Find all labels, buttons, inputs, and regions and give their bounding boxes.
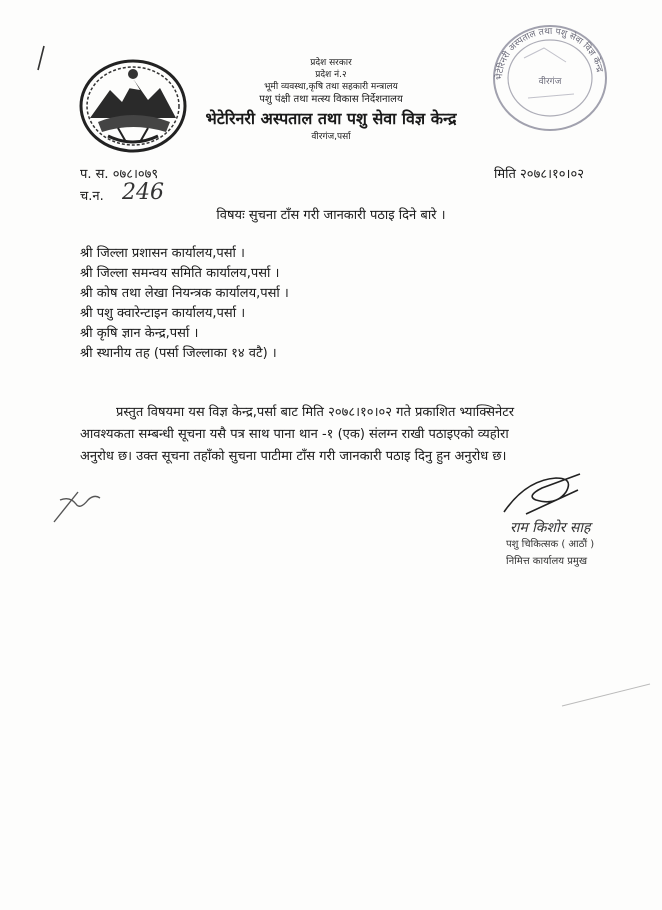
letterhead-line-3: भूमी व्यवस्था,कृषि तथा सहकारी मन्त्रालय [264,82,398,92]
letterhead-line-2: प्रदेश नं.२ [315,70,347,80]
office-stamp [484,18,616,136]
stamp-outer-text: भेटेरिनरी अस्पताल तथा पशु सेवा विज्ञ केन्द्र [494,26,605,81]
recipient-4: श्री पशु क्वारेन्टाइन कार्यालय,पर्सा । [80,306,246,321]
margin-initials-mark [50,478,110,528]
body-line-2: आवश्यकता सम्बन्धी सूचना यसै पत्र साथ पाना थान -१ (एक) संलग्न राखी पठाइएको व्यहोरा [80,427,509,442]
signature-scribble [496,470,586,520]
letterhead-line-1: प्रदेश सरकार [310,58,352,68]
letterhead-line-4: पशु पंक्षी तथा मत्स्य विकास निर्देशनालय [259,94,403,105]
recipient-3: श्री कोष तथा लेखा नियन्त्रक कार्यालय,पर्सा । [80,286,289,301]
chalani-number: 246 [122,180,164,205]
recipient-1: श्री जिल्ला प्रशासन कार्यालय,पर्सा । [80,246,245,261]
body-line-1: प्रस्तुत विषयमा यस विज्ञ केन्द्र,पर्सा बाट मिति २०७८।१०।०२ गते प्रकाशित भ्याक्सिनेटर [116,405,515,420]
chalani-label: च.न. [80,189,104,204]
scan-mark-right [560,680,652,710]
body-line-3: अनुरोध छ। उक्त सूचना तहाँको सुचना पाटीमा टाँस गरी जानकारी पठाइ दिनु हुन अनुरोध छ। [80,449,507,464]
letter-subject: विषयः सुचना टाँस गरी जानकारी पठाइ दिने बारे । [216,208,446,223]
office-title: भेटेरिनरी अस्पताल तथा पशु सेवा विज्ञ केन्द्र [205,109,457,128]
recipient-5: श्री कृषि ज्ञान केन्द्र,पर्सा । [80,326,199,341]
svg-text:भेटेरिनरी अस्पताल तथा पशु सेवा [493,27,604,80]
stamp-inner-text: वीरगंज [538,77,562,87]
patra-sankhya: प. स. ०७८।०७९ [80,167,159,182]
signatory-name: राम किशोर साह [510,520,591,536]
recipient-6: श्री स्थानीय तह (पर्सा जिल्लाका १४ वटै) । [80,346,277,361]
recipient-2: श्री जिल्ला समन्वय समिति कार्यालय,पर्सा । [80,266,280,281]
signatory-role: निमित्त कार्यालय प्रमुख [506,556,588,567]
scan-mark-top-left [34,44,48,74]
letter-date: मिति २०७८।१०।०२ [494,167,584,182]
office-location: वीरगंज,पर्सा [311,132,351,142]
signatory-designation: पशु चिकित्सक ( आठौं ) [506,539,595,550]
